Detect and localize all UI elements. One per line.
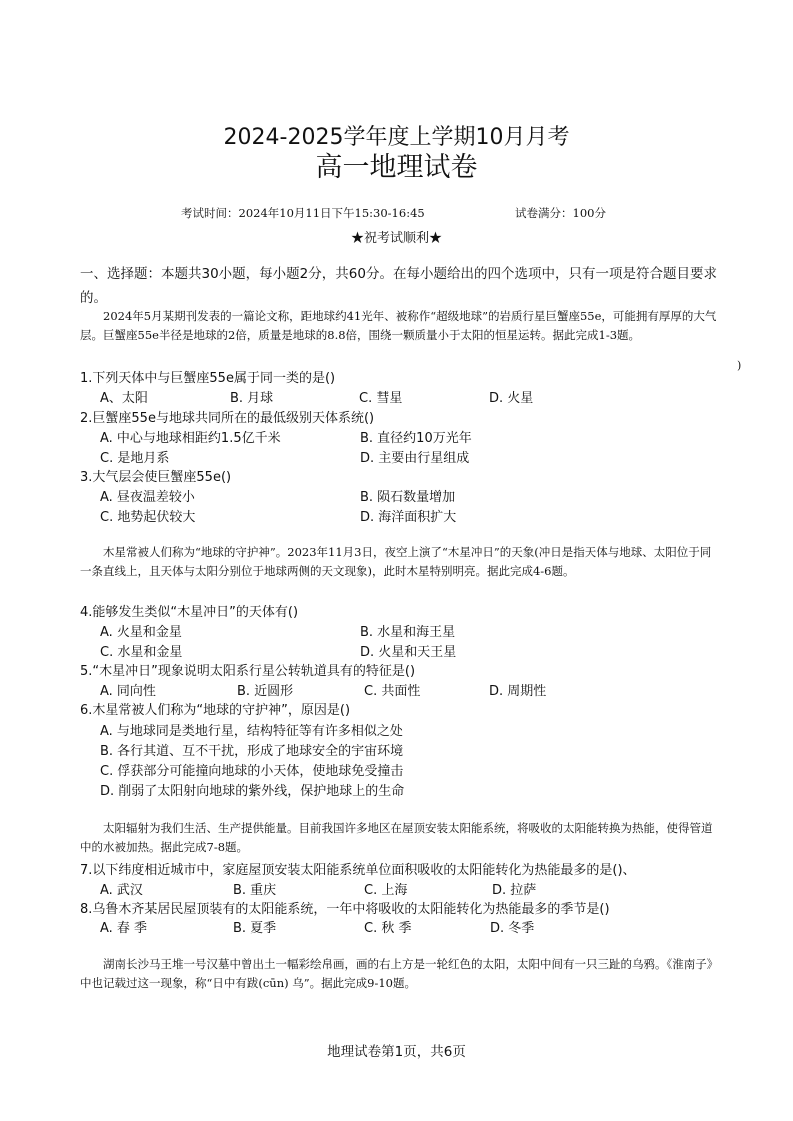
passage-4: 湖南长沙马王堆一号汉墓中曾出土一幅彩绘帛画，画的右上方是一轮红色的太阳，太阳中间有一只三趾的乌鸦。《淮南子》中也记载过这一现象，称“日中有跋(cūn) 乌”。据此完成9-10题。 — [80, 957, 719, 990]
exam-subtitle: 2024-2025学年度上学期10月月考 — [223, 125, 570, 150]
question-6-option-a: A. 与地球同是类地行星，结构特征等有许多相似之处 — [100, 724, 403, 739]
question-6-option-d: D. 削弱了太阳射向地球的紫外线，保护地球上的生命 — [100, 784, 405, 799]
question-4-option-c: C. 水星和金星 — [100, 645, 183, 660]
question-3-option-a: A. 昼夜温差较小 — [100, 490, 195, 505]
question-1-option-d: D. 火星 — [489, 391, 534, 406]
full-score: 试卷满分：100分 — [515, 206, 606, 220]
question-7-option-d: D. 拉萨 — [492, 883, 537, 898]
passage-2: 木星常被人们称为“地球的守护神”。2023年11月3日，夜空上演了“木星冲日”的天象(冲日是指天体与地球、太阳位于同一条直线上，且天体与太阳分别位于地球两侧的天文现象)，此时木星特别明亮。据此完成4-6题。 — [80, 545, 712, 578]
question-2-option-d: D. 主要由行星组成 — [360, 451, 470, 466]
question-1-option-a: A、太阳 — [100, 391, 148, 406]
question-3-option-c: C. 地势起伏较大 — [100, 510, 196, 525]
passage-3: 太阳辐射为我们生活、生产提供能量。目前我国许多地区在屋顶安装太阳能系统，将吸收的太阳能转换为热能，使得管道中的水被加热。据此完成7-8题。 — [80, 821, 713, 854]
question-5-option-c: C. 共面性 — [364, 684, 421, 699]
question-6-option-c: C. 俘获部分可能撞向地球的小天体，使地球免受撞击 — [100, 764, 404, 779]
good-luck-line: ★祝考试顺利★ — [350, 231, 442, 246]
question-2-option-b: B. 直径约10万光年 — [360, 431, 472, 446]
question-2-option-a: A. 中心与地球相距约1.5亿千米 — [100, 431, 281, 446]
page-footer: 地理试卷第1页，共6页 — [327, 1044, 466, 1060]
question-5-option-d: D. 周期性 — [489, 684, 547, 699]
question-5-option-b: B. 近圆形 — [237, 684, 294, 699]
question-3-option-d: D. 海洋面积扩大 — [360, 510, 457, 525]
question-4-option-a: A. 火星和金星 — [100, 625, 182, 640]
stray-mark: ) — [737, 359, 742, 372]
question-6-stem: 6.木星常被人们称为“地球的守护神”，原因是() — [80, 703, 351, 718]
question-8-option-c: C. 秋 季 — [364, 921, 412, 936]
question-7-stem: 7.以下纬度相近城市中，家庭屋顶安装太阳能系统单位面积吸收的太阳能转化为热能最多的是()、 — [80, 863, 636, 878]
passage-1: 2024年5月某期刊发表的一篇论文称，距地球约41光年、被称作“超级地球”的岩质行星巨蟹座55e，可能拥有厚厚的大气层。巨蟹座55e半径是地球的2倍，质量是地球的8.8倍，围绕一颗质量小于太阳的恒星运转。据此完成1-3题。 — [80, 309, 717, 342]
question-1-option-b: B. 月球 — [230, 391, 274, 406]
question-7-option-b: B. 重庆 — [233, 883, 277, 898]
question-8-option-d: D. 冬季 — [490, 921, 535, 936]
question-6-option-b: B. 各行其道、互不干扰，形成了地球安全的宇宙环境 — [100, 744, 404, 759]
question-2-option-c: C. 是地月系 — [100, 451, 170, 466]
question-8-option-b: B. 夏季 — [233, 921, 277, 936]
exam-title: 高一地理试卷 — [315, 152, 478, 183]
question-7-option-a: A. 武汉 — [100, 883, 143, 898]
question-1-option-c: C. 彗星 — [359, 391, 403, 406]
question-8-option-a: A. 春 季 — [100, 921, 148, 936]
question-4-stem: 4.能够发生类似“木星冲日”的天体有() — [80, 605, 299, 620]
question-7-option-c: C. 上海 — [364, 883, 408, 898]
question-4-option-b: B. 水星和海王星 — [360, 625, 456, 640]
question-2-stem: 2.巨蟹座55e与地球共同所在的最低级别天体系统() — [80, 411, 375, 426]
question-3-option-b: B. 陨石数量增加 — [360, 490, 456, 505]
question-3-stem: 3.大气层会使巨蟹座55e() — [80, 470, 232, 485]
question-5-option-a: A. 同向性 — [100, 684, 156, 699]
question-1-stem: 1.下列天体中与巨蟹座55e属于同一类的是() — [80, 371, 336, 386]
question-5-stem: 5.“木星冲日”现象说明太阳系行星公转轨道具有的特征是() — [80, 664, 416, 679]
section-heading: 一、选择题：本题共30小题，每小题2分，共60分。在每小题给出的四个选项中，只有一项是符合题目要求的。 — [80, 266, 717, 306]
exam-time: 考试时间：2024年10月11日下午15:30-16:45 — [181, 206, 425, 220]
question-4-option-d: D. 火星和天王星 — [360, 645, 457, 660]
question-8-stem: 8.乌鲁木齐某居民屋顶装有的太阳能系统，一年中将吸收的太阳能转化为热能最多的季节是() — [80, 902, 610, 917]
